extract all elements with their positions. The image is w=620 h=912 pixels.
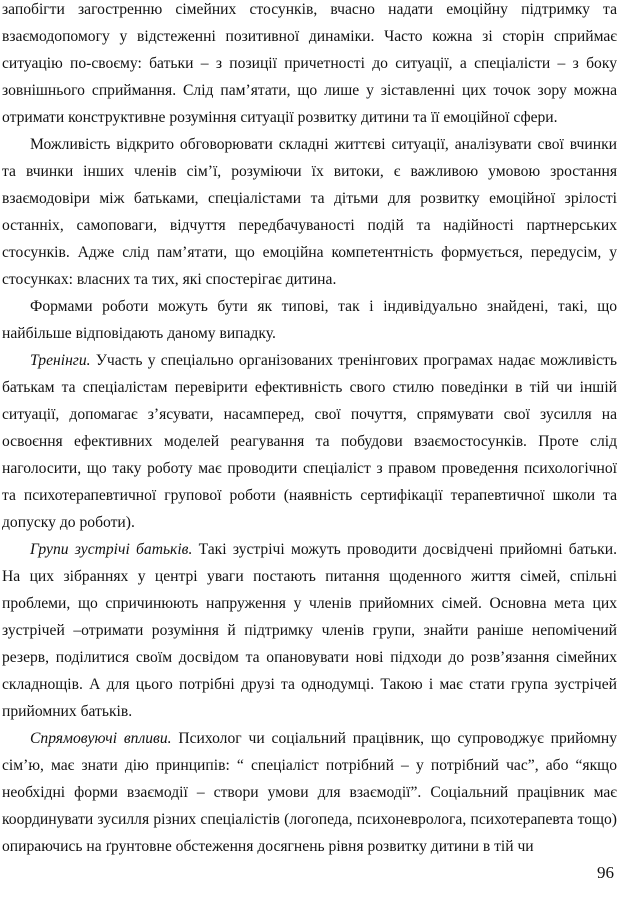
paragraph-parent-groups-lead: Групи зустрічі батьків. <box>30 541 193 558</box>
paragraph-trainings-text: Участь у спеціально організованих тренінгових програмах надає можливість батькам та спеціалістам перевірити ефективність свого стилю поведінки в тій чи іншій ситуації, допомагає з’ясувати, насамперед, свої почуття, спрямувати свої зусилля на освоєння ефективних моделей реагування та побудови взаємостосунків. Проте слід наголосити, що таку роботу має проводити спеціаліст з правом проведення психологічної та психотерапевтичної групової роботи (наявність сертифікації терапевтичної школи та допуску до роботи). <box>2 352 617 531</box>
paragraph-3 <box>2 293 617 347</box>
paragraph-1 <box>2 0 617 131</box>
paragraph-guiding-influences <box>2 725 617 860</box>
paragraph-guiding-influences-text: Психолог чи соціальний працівник, що супроводжує прийомну сім’ю, має знати дію принципів: “ спеціаліст потрібний – у потрібний час”, або “якщо необхідні форми взаємодії – створи умови для взаємодії”. Соціальний працівник має координувати зусилля різних спеціалістів (логопеда, психоневролога, психотерапевта тощо) опираючись на ґрунтовне обстеження досягнень рівня розвитку дитини в тій чи <box>2 730 617 855</box>
paragraph-2 <box>2 131 617 293</box>
paragraph-3-text: Формами роботи можуть бути як типові, так і індивідуально знайдені, такі, що найбільше відповідають даному випадку. <box>2 298 617 342</box>
paragraph-trainings-lead: Тренінги. <box>30 352 91 369</box>
paragraph-parent-groups <box>2 536 617 725</box>
paragraph-trainings <box>2 347 617 536</box>
paragraph-parent-groups-text: Такі зустрічі можуть проводити досвідчені прийомні батьки. На цих зібраннях у центрі уваги постають питання щоденного життя сімей, спільні проблеми, що спричинюють напруження у членів прийомних сімей. Основна мета цих зустрічей –отримати розуміння й підтримку членів групи, знайти раніше непомічений резерв, поділитися своїм досвідом та опановувати нові підходи до розв’язання сімейних складнощів. А для цього потрібні друзі та однодумці. Такою і має стати група зустрічей прийомних батьків. <box>2 541 617 720</box>
page-number: 96 <box>597 863 614 882</box>
paragraph-guiding-influences-lead: Спрямовуючі впливи. <box>30 730 172 747</box>
paragraph-2-text: Можливість відкрито обговорювати складні життєві ситуації, аналізувати свої вчинки та вчинки інших членів сім’ї, розуміючи їх витоки, є важливою умовою зростання взаємодовіри між батьками, спеціалістами та дітьми для розвитку емоційної зрілості останніх, самоповаги, відчуття передбачуваності подій та надійності партнерських стосунків. Адже слід пам’ятати, що емоційна компетентність формується, передусім, у стосунках: власних та тих, які спостерігає дитина. <box>2 136 617 288</box>
paragraph-1-text: запобігти загостренню сімейних стосунків, вчасно надати емоційну підтримку та взаємодопомогу у відстеженні позитивної динаміки. Часто кожна зі сторін сприймає ситуацію по-своєму: батьки – з позиції причетності до ситуації, а спеціалісти – з боку зовнішнього сприймання. Слід пам’ятати, що лише у зіставленні цих точок зору можна отримати конструктивне розуміння ситуації розвитку дитини та її емоційної сфери. <box>2 1 617 126</box>
